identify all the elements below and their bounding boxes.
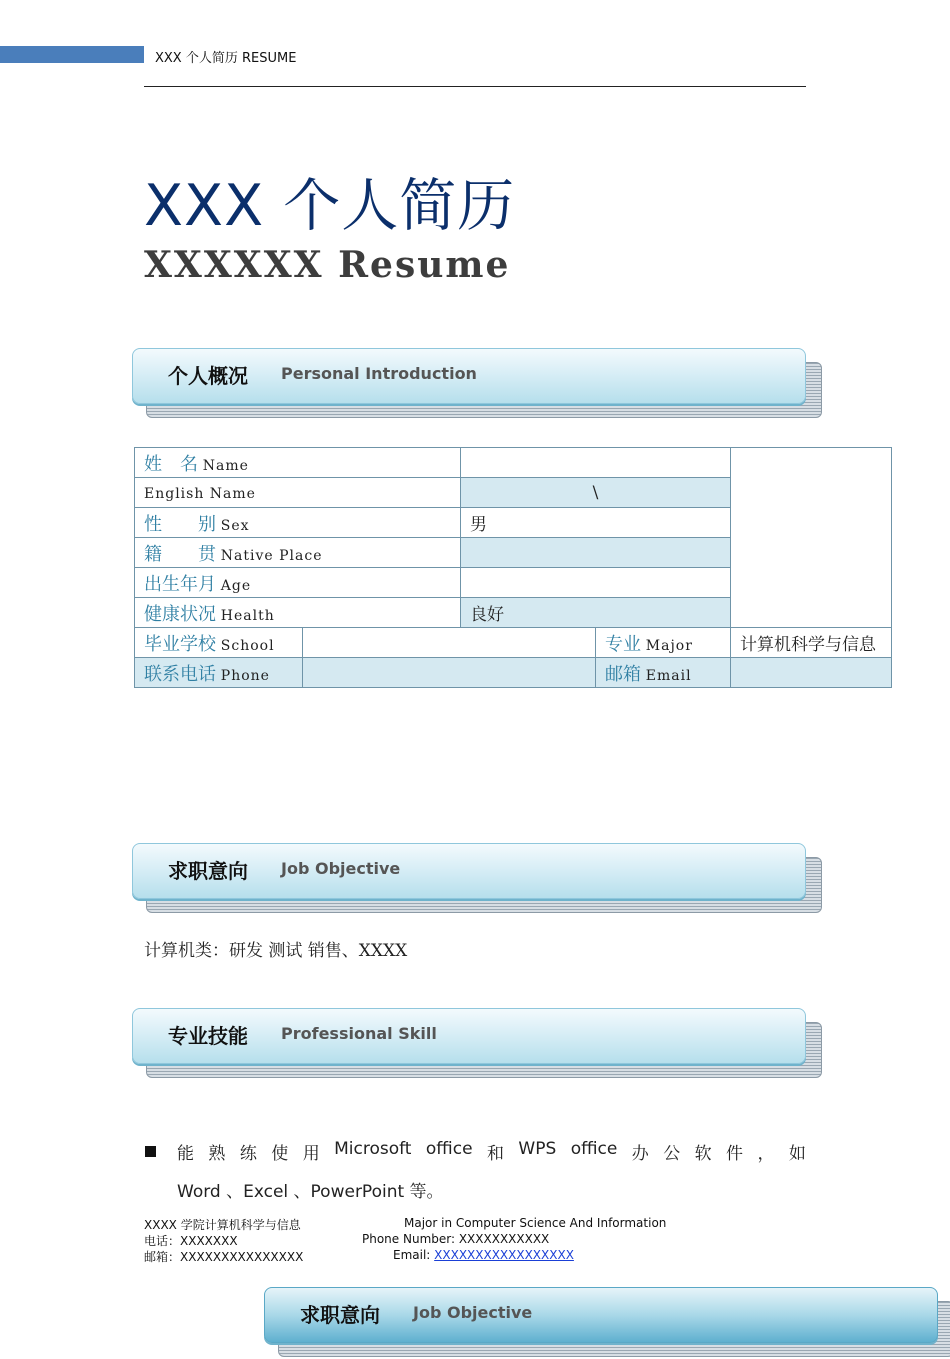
sex-value: 男 bbox=[461, 508, 731, 538]
photo-cell bbox=[731, 448, 892, 628]
section-banner-intro bbox=[132, 348, 820, 420]
page-subtitle: XXXXXX Resume bbox=[144, 244, 511, 286]
phone-label: 联系电话 Phone bbox=[135, 658, 303, 688]
skill-word: 办 bbox=[631, 1144, 649, 1164]
footer-email-link[interactable]: XXXXXXXXXXXXXXXXX bbox=[434, 1248, 574, 1262]
section-title-en: Professional Skill bbox=[281, 1024, 437, 1043]
skill-word: 件 bbox=[726, 1144, 744, 1164]
page-title: XXX 个人简历 bbox=[144, 173, 516, 239]
skill-word: 和 bbox=[486, 1144, 504, 1164]
section-title-cn: 求职意向 bbox=[300, 1303, 380, 1327]
english-name-value: \ bbox=[461, 478, 731, 508]
native-place-label: 籍 贯 Native Place bbox=[135, 538, 461, 568]
age-value bbox=[461, 568, 731, 598]
section-title-en: Job Objective bbox=[413, 1303, 533, 1322]
skill-word: 软 bbox=[694, 1144, 712, 1164]
footer-school: XXXX 学院计算机科学与信息 bbox=[144, 1218, 301, 1232]
footer-email-en bbox=[393, 1248, 574, 1262]
section-title-cn: 求职意向 bbox=[168, 859, 248, 883]
age-label: 出生年月 Age bbox=[135, 568, 461, 598]
major-value: 计算机科学与信息 bbox=[731, 628, 892, 658]
email-value bbox=[731, 658, 892, 688]
skill-word: 如 bbox=[788, 1144, 806, 1164]
skill-word: 公 bbox=[663, 1144, 681, 1164]
skill-word: office bbox=[570, 1139, 618, 1159]
skill-item-line2: Word 、Excel 、PowerPoint 等。 bbox=[177, 1182, 444, 1202]
section-banner-skill bbox=[132, 1008, 820, 1080]
sex-label: 性 别 Sex bbox=[135, 508, 461, 538]
header-text: XXX 个人简历 RESUME bbox=[155, 51, 297, 66]
name-value bbox=[461, 448, 731, 478]
skill-word: ， bbox=[757, 1144, 775, 1164]
school-label: 毕业学校 School bbox=[135, 628, 303, 658]
health-value: 良好 bbox=[461, 598, 731, 628]
section-title-cn: 个人概况 bbox=[168, 364, 248, 388]
skill-word: Microsoft bbox=[334, 1139, 412, 1159]
major-label: 专业 Major bbox=[596, 628, 731, 658]
section-banner-objective bbox=[132, 843, 820, 915]
skill-word: WPS bbox=[518, 1139, 557, 1159]
square-bullet-icon bbox=[144, 1140, 158, 1154]
name-label: 姓 名 Name bbox=[135, 448, 461, 478]
phone-value bbox=[303, 658, 596, 688]
footer-email-label: Email: bbox=[393, 1248, 435, 1262]
skill-word: 使 bbox=[271, 1144, 289, 1164]
section-banner-objective-repeat bbox=[264, 1287, 950, 1359]
footer-phone-en: Phone Number: XXXXXXXXXXX bbox=[362, 1232, 550, 1246]
native-place-value bbox=[461, 538, 731, 568]
footer-phone: 电话：XXXXXXX bbox=[144, 1234, 238, 1248]
skill-item-line1 bbox=[177, 1139, 806, 1164]
email-label: 邮箱 Email bbox=[596, 658, 731, 688]
english-name-label: English Name bbox=[135, 478, 461, 508]
section-title-en: Personal Introduction bbox=[281, 364, 477, 383]
section-title-en: Job Objective bbox=[281, 859, 401, 878]
skill-word: 练 bbox=[239, 1144, 257, 1164]
skill-word: office bbox=[425, 1139, 473, 1159]
personal-info-table bbox=[134, 447, 892, 688]
footer-major-en: Major in Computer Science And Information bbox=[404, 1216, 667, 1230]
skill-word: 能 bbox=[177, 1144, 194, 1164]
skill-word: 熟 bbox=[208, 1144, 226, 1164]
skill-word: 用 bbox=[302, 1144, 320, 1164]
school-value bbox=[303, 628, 596, 658]
footer-email: 邮箱：XXXXXXXXXXXXXXX bbox=[144, 1250, 304, 1264]
header-divider bbox=[144, 86, 806, 87]
header-accent-bar bbox=[0, 46, 144, 63]
objective-text: 计算机类：研发 测试 销售、XXXX bbox=[144, 941, 408, 961]
section-title-cn: 专业技能 bbox=[168, 1024, 248, 1048]
health-label: 健康状况 Health bbox=[135, 598, 461, 628]
